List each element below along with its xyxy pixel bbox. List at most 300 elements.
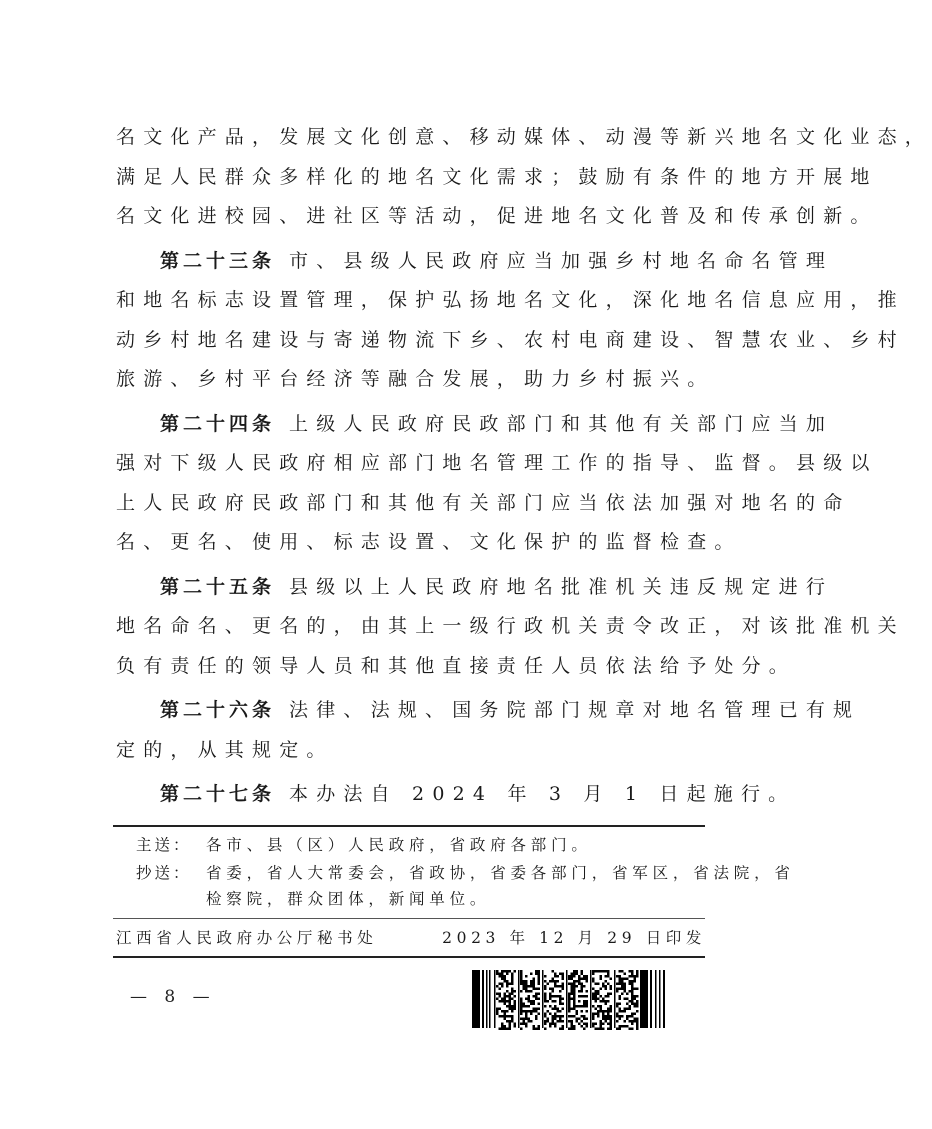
- barcode-module: [549, 995, 552, 998]
- barcode-module: [499, 975, 502, 978]
- barcode-module: [578, 978, 581, 981]
- barcode-module: [525, 1005, 528, 1008]
- barcode-module: [634, 975, 637, 978]
- barcode-module: [533, 1028, 536, 1031]
- article-27: [116, 775, 796, 815]
- barcode-module: [595, 1028, 598, 1031]
- barcode-module: [631, 1023, 634, 1026]
- barcode-module: [592, 980, 595, 983]
- barcode-module: [528, 1020, 531, 1023]
- barcode-module: [605, 980, 608, 983]
- barcode-module: [552, 990, 555, 993]
- barcode-module: [552, 1000, 555, 1003]
- barcode-module: [583, 1018, 586, 1021]
- barcode-module: [535, 988, 538, 991]
- text-line: 上级人民政府民政部门和其他有关部门应当加: [289, 412, 834, 435]
- barcode-module: [631, 970, 634, 973]
- barcode-module: [511, 1008, 514, 1011]
- barcode-module: [573, 970, 576, 973]
- barcode-module: [592, 1018, 595, 1021]
- barcode-module: [619, 980, 622, 983]
- barcode-module: [616, 988, 619, 991]
- barcode-module: [538, 1013, 541, 1016]
- barcode-module: [636, 975, 639, 978]
- barcode-module: [626, 993, 629, 996]
- barcode-module: [592, 970, 595, 973]
- article-24: [116, 405, 878, 563]
- barcode-module: [631, 998, 634, 1001]
- barcode-module: [568, 983, 571, 986]
- barcode-module: [626, 978, 629, 981]
- barcode-module: [595, 993, 598, 996]
- barcode-module: [592, 1015, 595, 1018]
- barcode-start-bar: [482, 970, 484, 1028]
- barcode-module: [616, 975, 619, 978]
- barcode-module: [511, 975, 514, 978]
- text-line: 名、更名、使用、标志设置、文化保护的监督检查。: [116, 531, 742, 553]
- barcode-module: [538, 988, 541, 991]
- barcode-module: [616, 1003, 619, 1006]
- barcode-module: [549, 993, 552, 996]
- barcode-module: [506, 980, 509, 983]
- barcode-module: [520, 1008, 523, 1011]
- barcode-module: [592, 978, 595, 981]
- barcode-module: [605, 1003, 608, 1006]
- barcode-module: [501, 1010, 504, 1013]
- barcode-module: [595, 1008, 598, 1011]
- barcode-module: [595, 995, 598, 998]
- barcode-module: [557, 975, 560, 978]
- barcode-module: [538, 978, 541, 981]
- barcode-start-bar: [486, 970, 488, 1028]
- barcode-module: [607, 973, 610, 976]
- barcode-module: [501, 1023, 504, 1026]
- barcode-module: [621, 978, 624, 981]
- barcode-module: [525, 1023, 528, 1026]
- barcode-module: [554, 980, 557, 983]
- barcode-module: [571, 998, 574, 1001]
- barcode-module: [602, 970, 605, 973]
- article-26: [116, 691, 861, 770]
- barcode-module: [549, 1025, 552, 1028]
- barcode-module: [568, 998, 571, 1001]
- barcode-module: [554, 985, 557, 988]
- barcode-module: [559, 995, 562, 998]
- barcode-module: [629, 975, 632, 978]
- barcode-module: [634, 998, 637, 1001]
- article-title: 第二十七条: [160, 783, 276, 805]
- barcode-module: [544, 1000, 547, 1003]
- barcode-module: [554, 995, 557, 998]
- barcode-module: [571, 1015, 574, 1018]
- barcode-module: [525, 985, 528, 988]
- barcode-module: [511, 980, 514, 983]
- barcode-module: [619, 975, 622, 978]
- barcode-module: [576, 1010, 579, 1013]
- barcode-module: [631, 980, 634, 983]
- barcode-module: [509, 983, 512, 986]
- barcode-module: [557, 1010, 560, 1013]
- barcode-module: [525, 975, 528, 978]
- barcode-module: [624, 988, 627, 991]
- barcode-module: [509, 1028, 512, 1031]
- barcode-module: [520, 990, 523, 993]
- barcode-module: [525, 980, 528, 983]
- barcode-module: [562, 1020, 565, 1023]
- text-line: 上人民政府民政部门和其他有关部门应当依法加强对地名的命: [116, 491, 851, 514]
- barcode-module: [549, 988, 552, 991]
- barcode-module: [605, 975, 608, 978]
- barcode-module: [624, 1008, 627, 1011]
- barcode-module: [506, 1028, 509, 1031]
- barcode-module: [559, 1028, 562, 1031]
- barcode-module: [562, 998, 565, 1001]
- barcode-module: [506, 1015, 509, 1018]
- barcode-module: [544, 1023, 547, 1026]
- barcode-module: [496, 993, 499, 996]
- barcode-module: [607, 983, 610, 986]
- barcode-module: [636, 988, 639, 991]
- barcode-module: [573, 993, 576, 996]
- barcode-module: [504, 1025, 507, 1028]
- barcode-module: [538, 1028, 541, 1031]
- barcode-module: [504, 998, 507, 1001]
- barcode-module: [504, 995, 507, 998]
- barcode-module: [554, 1023, 557, 1026]
- cc-recipients-value-cont: 检察院，群众团体，新闻单位。: [206, 890, 491, 908]
- barcode-module: [509, 1008, 512, 1011]
- barcode-module: [504, 975, 507, 978]
- barcode-module: [530, 985, 533, 988]
- barcode-module: [557, 1008, 560, 1011]
- barcode-module: [509, 1023, 512, 1026]
- barcode-start-bar: [472, 970, 480, 1028]
- barcode-module: [559, 998, 562, 1001]
- barcode-module: [583, 1015, 586, 1018]
- barcode-module: [496, 1008, 499, 1011]
- barcode-module: [549, 998, 552, 1001]
- barcode-module: [634, 1018, 637, 1021]
- barcode-module: [610, 1010, 613, 1013]
- distribution-cc-cont: [136, 886, 706, 913]
- barcode-module: [544, 975, 547, 978]
- barcode-module: [552, 1008, 555, 1011]
- barcode-module: [533, 983, 536, 986]
- barcode-module: [600, 1010, 603, 1013]
- barcode-module: [520, 1005, 523, 1008]
- barcode-module: [552, 988, 555, 991]
- barcode-module: [520, 975, 523, 978]
- barcode-module: [533, 985, 536, 988]
- barcode-module: [557, 980, 560, 983]
- barcode-module: [610, 1020, 613, 1023]
- barcode-module: [626, 1015, 629, 1018]
- article-title: 第二十三条: [160, 249, 276, 272]
- barcode-module: [624, 978, 627, 981]
- barcode-module: [629, 990, 632, 993]
- barcode-icon: [472, 970, 666, 1028]
- barcode-module: [578, 980, 581, 983]
- barcode-module: [600, 1000, 603, 1003]
- barcode-module: [511, 1005, 514, 1008]
- barcode-module: [514, 1025, 517, 1028]
- barcode-module: [504, 993, 507, 996]
- barcode-module: [571, 1028, 574, 1031]
- barcode-module: [538, 980, 541, 983]
- barcode-module: [501, 1028, 504, 1031]
- barcode-module: [554, 1025, 557, 1028]
- barcode-module: [631, 973, 634, 976]
- barcode-module: [607, 1015, 610, 1018]
- barcode-module: [525, 998, 528, 1001]
- barcode-module: [636, 1010, 639, 1013]
- barcode-module: [597, 993, 600, 996]
- barcode-module: [501, 970, 504, 973]
- barcode-module: [573, 1025, 576, 1028]
- text-line: 法律、法规、国务院部门规章对地名管理已有规: [289, 699, 861, 721]
- barcode-module: [501, 1025, 504, 1028]
- barcode-module: [506, 990, 509, 993]
- barcode-module: [496, 973, 499, 976]
- barcode-module: [616, 1013, 619, 1016]
- article-title: 第二十六条: [160, 699, 276, 721]
- barcode-module: [586, 1023, 589, 1026]
- distribution-main: [136, 832, 706, 859]
- barcode-module: [595, 990, 598, 993]
- barcode-module: [629, 1015, 632, 1018]
- barcode-module: [616, 1005, 619, 1008]
- barcode-module: [554, 973, 557, 976]
- barcode-module: [634, 1013, 637, 1016]
- barcode-module: [586, 1005, 589, 1008]
- barcode-module: [581, 1025, 584, 1028]
- barcode-module: [619, 1008, 622, 1011]
- barcode-module: [544, 1013, 547, 1016]
- barcode-module: [520, 1023, 523, 1026]
- barcode-module: [568, 1008, 571, 1011]
- barcode-module: [549, 1023, 552, 1026]
- barcode-module: [573, 980, 576, 983]
- main-recipients-label: 主送：: [136, 836, 192, 854]
- barcode-module: [535, 973, 538, 976]
- barcode-module: [554, 1005, 557, 1008]
- barcode-module: [595, 1023, 598, 1026]
- barcode-module: [501, 985, 504, 988]
- barcode-module: [573, 1003, 576, 1006]
- barcode-module: [514, 1003, 517, 1006]
- barcode-module: [581, 988, 584, 991]
- barcode-module: [597, 1028, 600, 1031]
- barcode-module: [631, 1020, 634, 1023]
- barcode-module: [509, 970, 512, 973]
- barcode-module: [514, 1008, 517, 1011]
- barcode-module: [634, 1003, 637, 1006]
- barcode-module: [504, 1013, 507, 1016]
- barcode-module: [568, 1010, 571, 1013]
- barcode-module: [576, 1005, 579, 1008]
- barcode-module: [619, 983, 622, 986]
- barcode-module: [581, 1010, 584, 1013]
- barcode-module: [600, 1005, 603, 1008]
- barcode-module: [509, 1003, 512, 1006]
- barcode-module: [573, 1015, 576, 1018]
- barcode-module: [592, 973, 595, 976]
- barcode-module: [571, 983, 574, 986]
- barcode-module: [573, 998, 576, 1001]
- barcode-module: [629, 970, 632, 973]
- barcode-module: [544, 1005, 547, 1008]
- barcode-module: [586, 980, 589, 983]
- barcode-module: [607, 970, 610, 973]
- barcode-module: [636, 973, 639, 976]
- barcode-module: [586, 975, 589, 978]
- barcode-module: [544, 988, 547, 991]
- barcode-module: [571, 990, 574, 993]
- barcode-module: [586, 1010, 589, 1013]
- barcode-module: [605, 1018, 608, 1021]
- barcode-module: [533, 1025, 536, 1028]
- barcode-module: [506, 1005, 509, 1008]
- barcode-module: [562, 973, 565, 976]
- barcode-module: [520, 1018, 523, 1021]
- barcode-module: [573, 1000, 576, 1003]
- barcode-module: [520, 973, 523, 976]
- barcode-module: [597, 983, 600, 986]
- barcode-module: [562, 983, 565, 986]
- barcode-module: [511, 993, 514, 996]
- barcode-module: [525, 990, 528, 993]
- barcode-module: [607, 975, 610, 978]
- barcode-module: [499, 973, 502, 976]
- barcode-module: [626, 1025, 629, 1028]
- barcode-module: [533, 978, 536, 981]
- barcode-module: [568, 993, 571, 996]
- barcode-module: [520, 1000, 523, 1003]
- barcode-module: [501, 975, 504, 978]
- barcode-module: [520, 970, 523, 973]
- barcode-module: [509, 995, 512, 998]
- barcode-module: [554, 1008, 557, 1011]
- barcode-module: [581, 990, 584, 993]
- barcode-module: [552, 978, 555, 981]
- barcode-module: [597, 998, 600, 1001]
- text-line: 县级以上人民政府地名批准机关违反规定进行: [289, 575, 834, 598]
- barcode-module: [600, 1025, 603, 1028]
- barcode-module: [631, 1015, 634, 1018]
- barcode-module: [544, 998, 547, 1001]
- barcode-module: [621, 970, 624, 973]
- barcode-module: [509, 1005, 512, 1008]
- barcode-module: [610, 1018, 613, 1021]
- barcode-module: [631, 985, 634, 988]
- barcode-module: [559, 1010, 562, 1013]
- barcode-module: [624, 985, 627, 988]
- barcode-module: [525, 1015, 528, 1018]
- barcode-module: [610, 978, 613, 981]
- barcode-module: [626, 1008, 629, 1011]
- barcode-module: [547, 983, 550, 986]
- barcode-module: [629, 1020, 632, 1023]
- barcode-module: [538, 970, 541, 973]
- barcode-module: [501, 973, 504, 976]
- barcode-module: [520, 983, 523, 986]
- barcode-module: [597, 1015, 600, 1018]
- barcode-module: [624, 983, 627, 986]
- barcode-module: [509, 1020, 512, 1023]
- barcode-module: [571, 1023, 574, 1026]
- barcode-module: [504, 1015, 507, 1018]
- barcode-module: [621, 980, 624, 983]
- barcode-module: [568, 995, 571, 998]
- page-number: — 8 —: [130, 987, 216, 1007]
- barcode-module: [547, 1020, 550, 1023]
- barcode-module: [583, 1003, 586, 1006]
- barcode-module: [573, 995, 576, 998]
- barcode-module: [629, 1028, 632, 1031]
- barcode-module: [583, 1000, 586, 1003]
- barcode-module: [538, 983, 541, 986]
- text-line: 强对下级人民政府相应部门地名管理工作的指导、监督。县级以: [116, 452, 878, 474]
- barcode-module: [631, 983, 634, 986]
- barcode-module: [559, 1000, 562, 1003]
- barcode-module: [581, 1020, 584, 1023]
- barcode-module: [549, 980, 552, 983]
- barcode-module: [520, 998, 523, 1001]
- barcode-module: [528, 1005, 531, 1008]
- barcode-module: [605, 1000, 608, 1003]
- barcode-module: [514, 1000, 517, 1003]
- barcode-module: [600, 1008, 603, 1011]
- barcode-module: [562, 985, 565, 988]
- barcode-module: [499, 993, 502, 996]
- barcode-module: [544, 980, 547, 983]
- barcode-module: [607, 1008, 610, 1011]
- barcode-module: [621, 1015, 624, 1018]
- barcode-module: [597, 990, 600, 993]
- barcode-module: [528, 995, 531, 998]
- barcode-module: [535, 995, 538, 998]
- barcode-module: [621, 985, 624, 988]
- text-line: 市、县级人民政府应当加强乡村地名命名管理: [289, 249, 834, 272]
- article-23: [116, 242, 905, 400]
- barcode-module: [619, 1028, 622, 1031]
- barcode-module: [523, 1018, 526, 1021]
- barcode-module: [501, 1000, 504, 1003]
- barcode-module: [595, 983, 598, 986]
- barcode-module: [578, 983, 581, 986]
- barcode-module: [528, 998, 531, 1001]
- barcode-module: [511, 1015, 514, 1018]
- issuing-office: 江西省人民政府办公厅秘书处: [116, 929, 378, 947]
- barcode-module: [552, 970, 555, 973]
- barcode-module: [592, 1005, 595, 1008]
- barcode-module: [511, 973, 514, 976]
- barcode-module: [602, 1013, 605, 1016]
- barcode-module: [504, 1018, 507, 1021]
- issuer-row: [116, 926, 706, 948]
- barcode-module: [586, 978, 589, 981]
- barcode-module: [511, 990, 514, 993]
- barcode-module: [535, 1008, 538, 1011]
- barcode-module: [610, 988, 613, 991]
- barcode-module: [562, 1008, 565, 1011]
- barcode-module: [592, 993, 595, 996]
- barcode-module: [568, 1020, 571, 1023]
- barcode-module: [592, 1023, 595, 1026]
- barcode-module: [562, 978, 565, 981]
- barcode-module: [605, 1015, 608, 1018]
- barcode-module: [573, 988, 576, 991]
